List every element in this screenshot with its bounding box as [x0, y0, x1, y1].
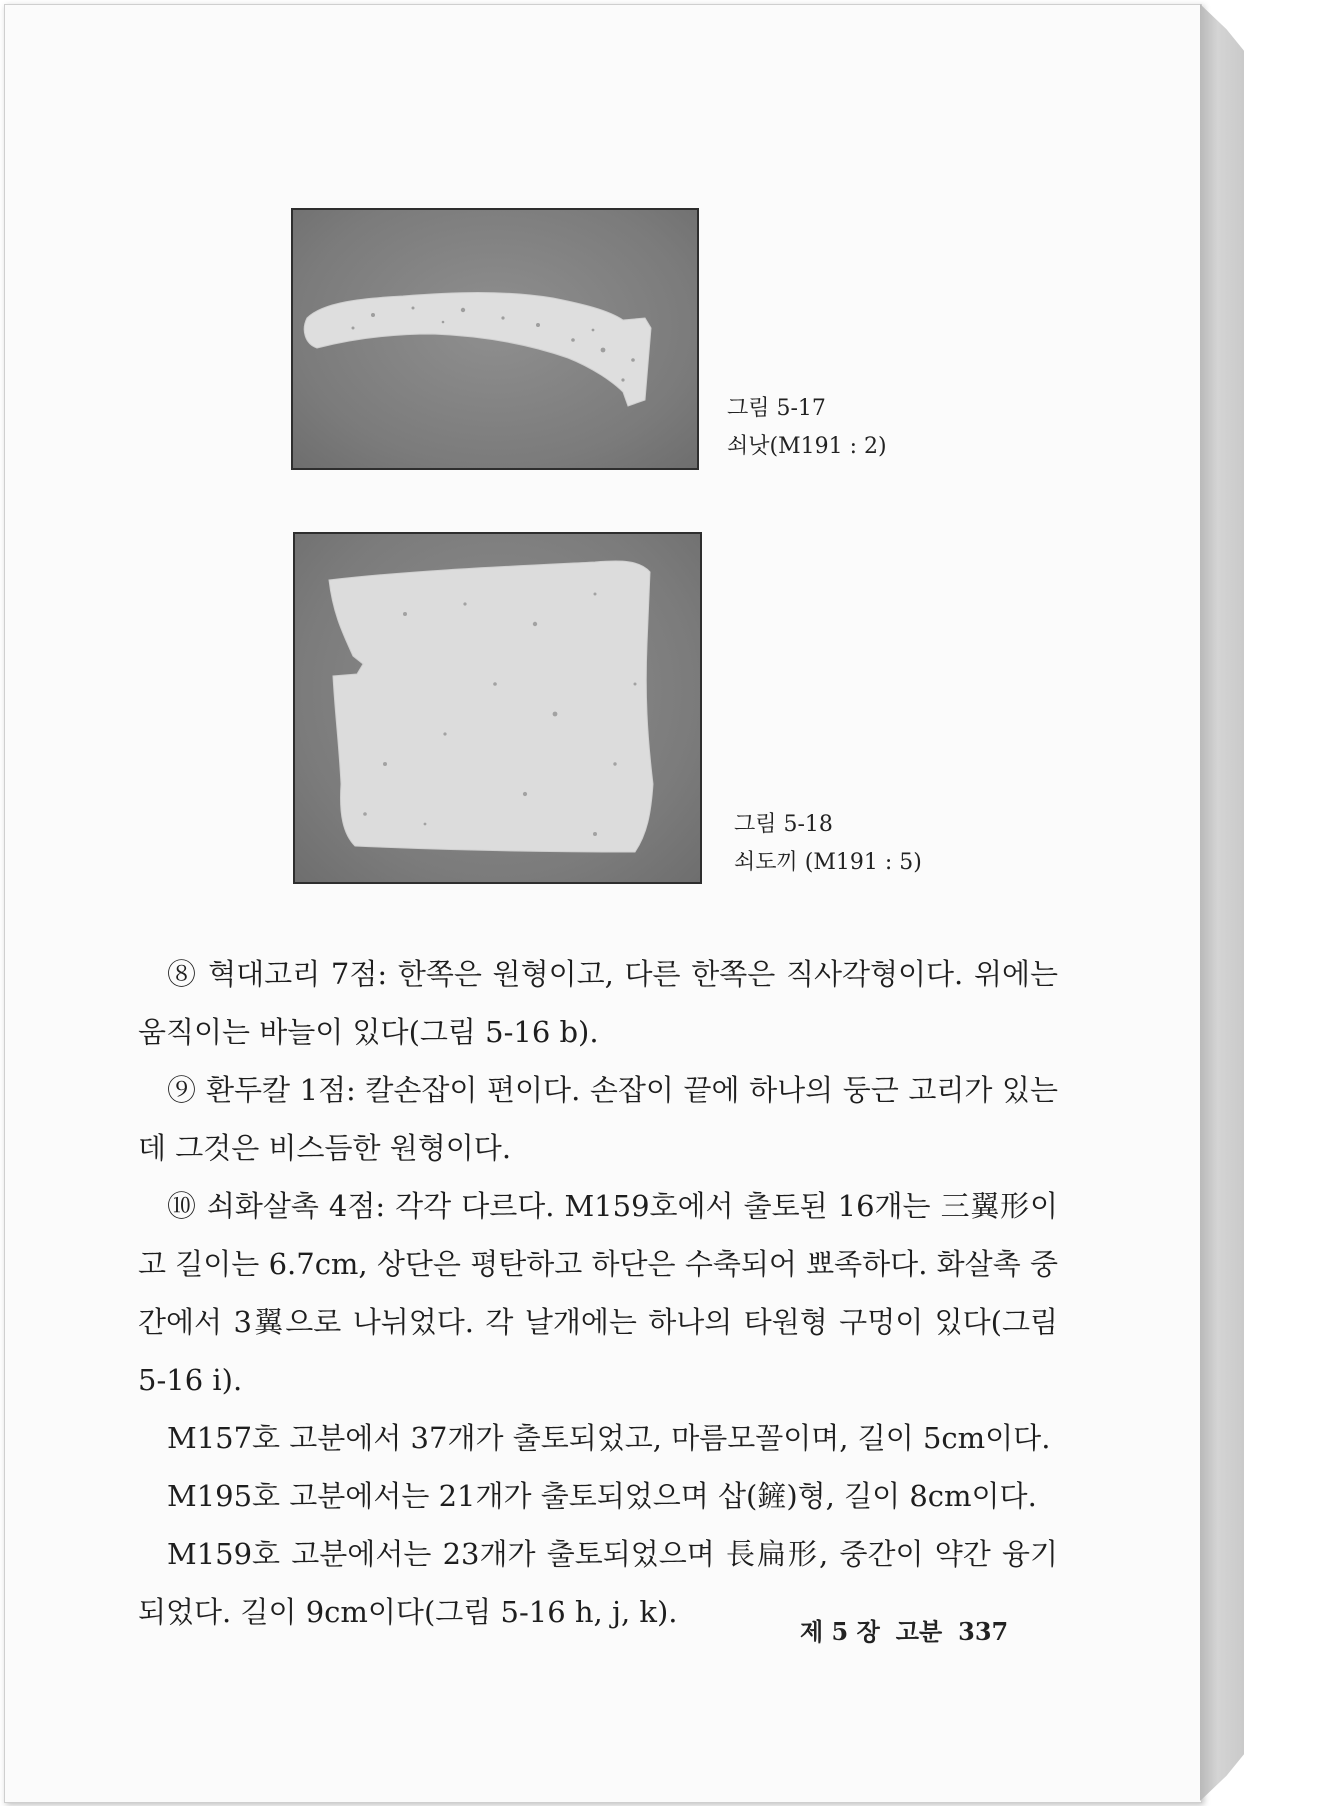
- paragraph-belt-buckle: ⑧ 혁대고리 7점: 한쪽은 원형이고, 다른 한쪽은 직사각형이다. 위에는 움직이는 바늘이 있다(그림 5-16 b).: [138, 957, 1058, 1049]
- figure-title: 쇠낫(M191 : 2): [727, 434, 887, 459]
- figure-5-17-caption: [727, 390, 887, 466]
- paragraph-m157: M157호 고분에서 37개가 출토되었고, 마름모꼴이며, 길이 5cm이다.: [167, 1421, 1051, 1455]
- figure-5-18-photo: [293, 532, 702, 884]
- paragraph-m159: M159호 고분에서는 23개가 출토되었으며 長扁形, 중간이 약간 융기되었다. 길이 9cm이다(그림 5-16 h, j, k).: [138, 1537, 1058, 1629]
- section-label: 고분: [895, 1617, 943, 1646]
- figure-5-17-photo: [291, 208, 699, 470]
- figure-5-18-caption: [734, 806, 922, 882]
- page-edge: [1200, 4, 1244, 1801]
- axe-photo: [295, 534, 700, 882]
- figure-title: 쇠도끼 (M191 : 5): [734, 850, 922, 875]
- paragraph-m195: M195호 고분에서는 21개가 출토되었으며 삽(鏟)형, 길이 8cm이다.: [167, 1479, 1037, 1513]
- sickle-photo: [293, 210, 697, 468]
- figure-number: 그림 5-17: [727, 396, 826, 421]
- body-text: [138, 945, 1058, 1641]
- paragraph-ring-pommel-sword: ⑨ 환두칼 1점: 칼손잡이 편이다. 손잡이 끝에 하나의 둥근 고리가 있는데 그것은 비스듬한 원형이다.: [138, 1073, 1058, 1165]
- page-footer: [800, 1612, 1024, 1647]
- paragraph-iron-arrowheads: ⑩ 쇠화살촉 4점: 각각 다르다. M159호에서 출토된 16개는 三翼形이고 길이는 6.7cm, 상단은 평탄하고 하단은 수축되어 뾰족하다. 화살촉 중간에서 3翼으로 나뉘었다. 각 날개에는 하나의 타원형 구멍이 있다(그림 5-16 i).: [138, 1189, 1058, 1397]
- figure-number: 그림 5-18: [734, 812, 833, 837]
- chapter-label: 제 5 장: [800, 1617, 880, 1646]
- page-number: 337: [958, 1617, 1009, 1646]
